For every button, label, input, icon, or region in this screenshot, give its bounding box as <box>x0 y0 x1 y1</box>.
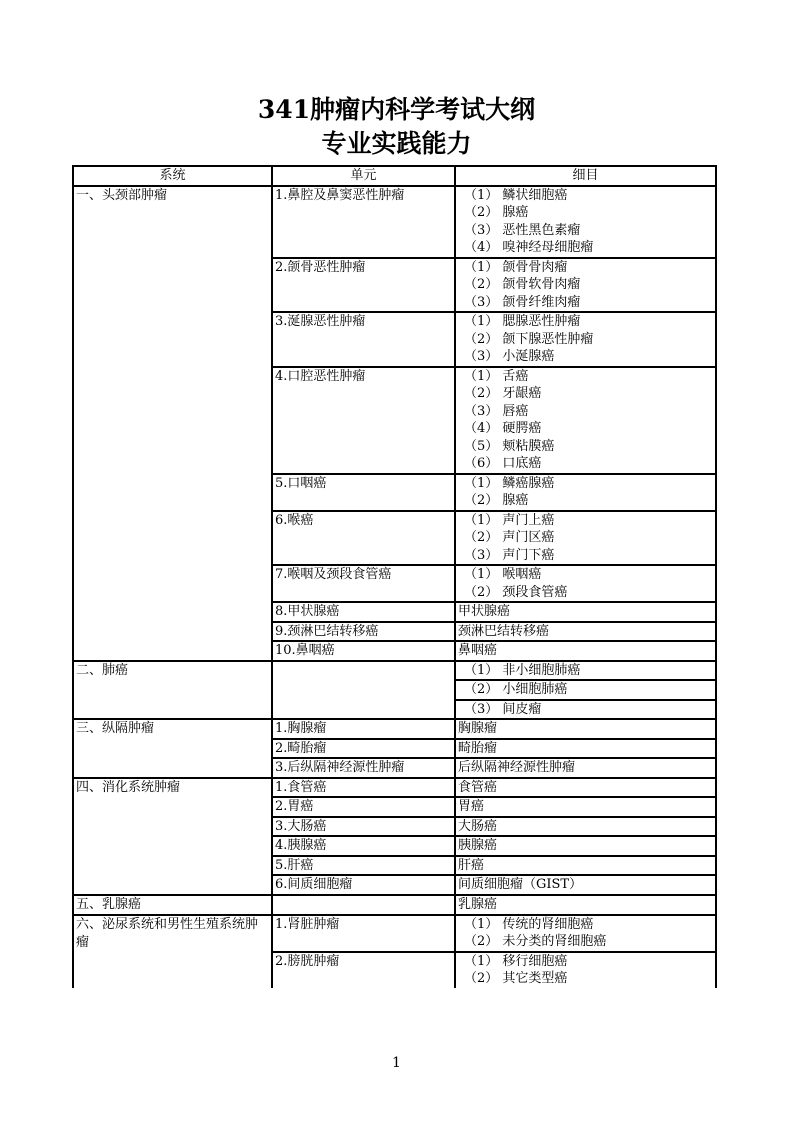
unit-cell: 1.胸腺瘤 <box>272 719 455 739</box>
unit-cell: 4.胰腺癌 <box>272 836 455 856</box>
detail-cell: 畸胎瘤 <box>455 739 716 759</box>
system-cell: 一、头颈部肿瘤 <box>73 186 272 661</box>
unit-cell <box>272 661 455 720</box>
unit-cell: 2.颌骨恶性肿瘤 <box>272 258 455 313</box>
unit-cell: 7.喉咽及颈段食管癌 <box>272 565 455 602</box>
unit-cell: 1.鼻腔及鼻窦恶性肿瘤 <box>272 186 455 258</box>
unit-cell: 9.颈淋巴结转移癌 <box>272 622 455 642</box>
detail-cell: （2） 颈段食管癌 <box>455 584 716 603</box>
detail-cell: （1） 传统的肾细胞癌 <box>455 915 716 934</box>
unit-cell: 1.食管癌 <box>272 778 455 798</box>
detail-cell: （2） 腺癌 <box>455 492 716 511</box>
detail-cell: 大肠癌 <box>455 817 716 837</box>
unit-cell: 6.间质细胞瘤 <box>272 875 455 895</box>
detail-cell: （1） 非小细胞肺癌 <box>455 661 716 681</box>
detail-cell: （4） 硬腭癌 <box>455 420 716 438</box>
unit-cell <box>272 895 455 915</box>
detail-cell: （3） 间皮瘤 <box>455 700 716 720</box>
detail-cell: （2） 颌骨软骨肉瘤 <box>455 276 716 294</box>
detail-cell: 肝癌 <box>455 856 716 876</box>
header-system: 系统 <box>73 166 272 186</box>
detail-cell: （2） 其它类型癌 <box>455 970 716 988</box>
detail-cell: （3） 恶性黑色素瘤 <box>455 222 716 240</box>
detail-cell: （1） 移行细胞癌 <box>455 952 716 971</box>
detail-cell: （1） 声门上癌 <box>455 511 716 530</box>
detail-cell: 胃癌 <box>455 797 716 817</box>
system-cell: 四、消化系统肿瘤 <box>73 778 272 895</box>
unit-cell: 2.胃癌 <box>272 797 455 817</box>
unit-cell: 3.后纵隔神经源性肿瘤 <box>272 758 455 778</box>
syllabus-table <box>72 165 717 988</box>
detail-cell: 胰腺癌 <box>455 836 716 856</box>
unit-cell: 5.口咽癌 <box>272 474 455 511</box>
header-unit: 单元 <box>272 166 455 186</box>
unit-cell: 2.膀胱肿瘤 <box>272 952 455 988</box>
detail-cell: （2） 小细胞肺癌 <box>455 680 716 700</box>
detail-cell: （1） 颌骨骨肉瘤 <box>455 258 716 277</box>
table-body <box>73 186 716 988</box>
detail-cell: （2） 牙龈癌 <box>455 385 716 403</box>
unit-cell: 2.畸胎瘤 <box>272 739 455 759</box>
detail-cell: 食管癌 <box>455 778 716 798</box>
unit-cell: 3.涎腺恶性肿瘤 <box>272 312 455 367</box>
unit-cell: 10.鼻咽癌 <box>272 641 455 661</box>
unit-cell: 1.肾脏肿瘤 <box>272 915 455 952</box>
unit-cell: 5.肝癌 <box>272 856 455 876</box>
detail-cell: （3） 小涎腺癌 <box>455 348 716 367</box>
detail-cell: （5） 颊粘膜癌 <box>455 438 716 456</box>
detail-cell: （2） 颌下腺恶性肿瘤 <box>455 331 716 349</box>
detail-cell: 甲状腺癌 <box>455 602 716 622</box>
unit-cell: 6.喉癌 <box>272 511 455 566</box>
detail-cell: 鼻咽癌 <box>455 641 716 661</box>
detail-cell: （2） 未分类的肾细胞癌 <box>455 933 716 952</box>
detail-cell: 胸腺瘤 <box>455 719 716 739</box>
detail-cell: （1） 喉咽癌 <box>455 565 716 584</box>
detail-cell: （2） 腺癌 <box>455 204 716 222</box>
table-row <box>73 719 716 739</box>
system-cell: 三、纵隔肿瘤 <box>73 719 272 778</box>
document-subtitle: 专业实践能力 <box>321 129 472 158</box>
table-row <box>73 186 716 205</box>
table-row <box>73 778 716 798</box>
document-title: 341肿瘤内科学考试大纲 <box>257 95 536 124</box>
unit-cell: 8.甲状腺癌 <box>272 602 455 622</box>
detail-cell: 后纵隔神经源性肿瘤 <box>455 758 716 778</box>
detail-cell: （6） 口底癌 <box>455 455 716 474</box>
table-header-row <box>73 166 716 186</box>
detail-cell: （1） 鳞状细胞癌 <box>455 186 716 205</box>
unit-cell: 3.大肠癌 <box>272 817 455 837</box>
header-detail: 细目 <box>455 166 716 186</box>
system-cell: 六、泌尿系统和男性生殖系统肿瘤 <box>73 915 272 988</box>
page-number: 1 <box>392 1055 401 1071</box>
detail-cell: 颈淋巴结转移癌 <box>455 622 716 642</box>
table-row <box>73 661 716 681</box>
detail-cell: （2） 声门区癌 <box>455 529 716 547</box>
detail-cell: 间质细胞瘤（GIST） <box>455 875 716 895</box>
detail-cell: （4） 嗅神经母细胞瘤 <box>455 239 716 258</box>
detail-cell: （1） 舌癌 <box>455 367 716 386</box>
system-cell: 二、肺癌 <box>73 661 272 720</box>
detail-cell: （3） 声门下癌 <box>455 547 716 566</box>
table-row <box>73 915 716 934</box>
table-row <box>73 895 716 915</box>
detail-cell: （1） 腮腺恶性肿瘤 <box>455 312 716 331</box>
system-cell: 五、乳腺癌 <box>73 895 272 915</box>
unit-cell: 4.口腔恶性肿瘤 <box>272 367 455 474</box>
detail-cell: （1） 鳞癌腺癌 <box>455 474 716 493</box>
detail-cell: 乳腺癌 <box>455 895 716 915</box>
detail-cell: （3） 颌骨纤维肉瘤 <box>455 294 716 313</box>
detail-cell: （3） 唇癌 <box>455 403 716 421</box>
